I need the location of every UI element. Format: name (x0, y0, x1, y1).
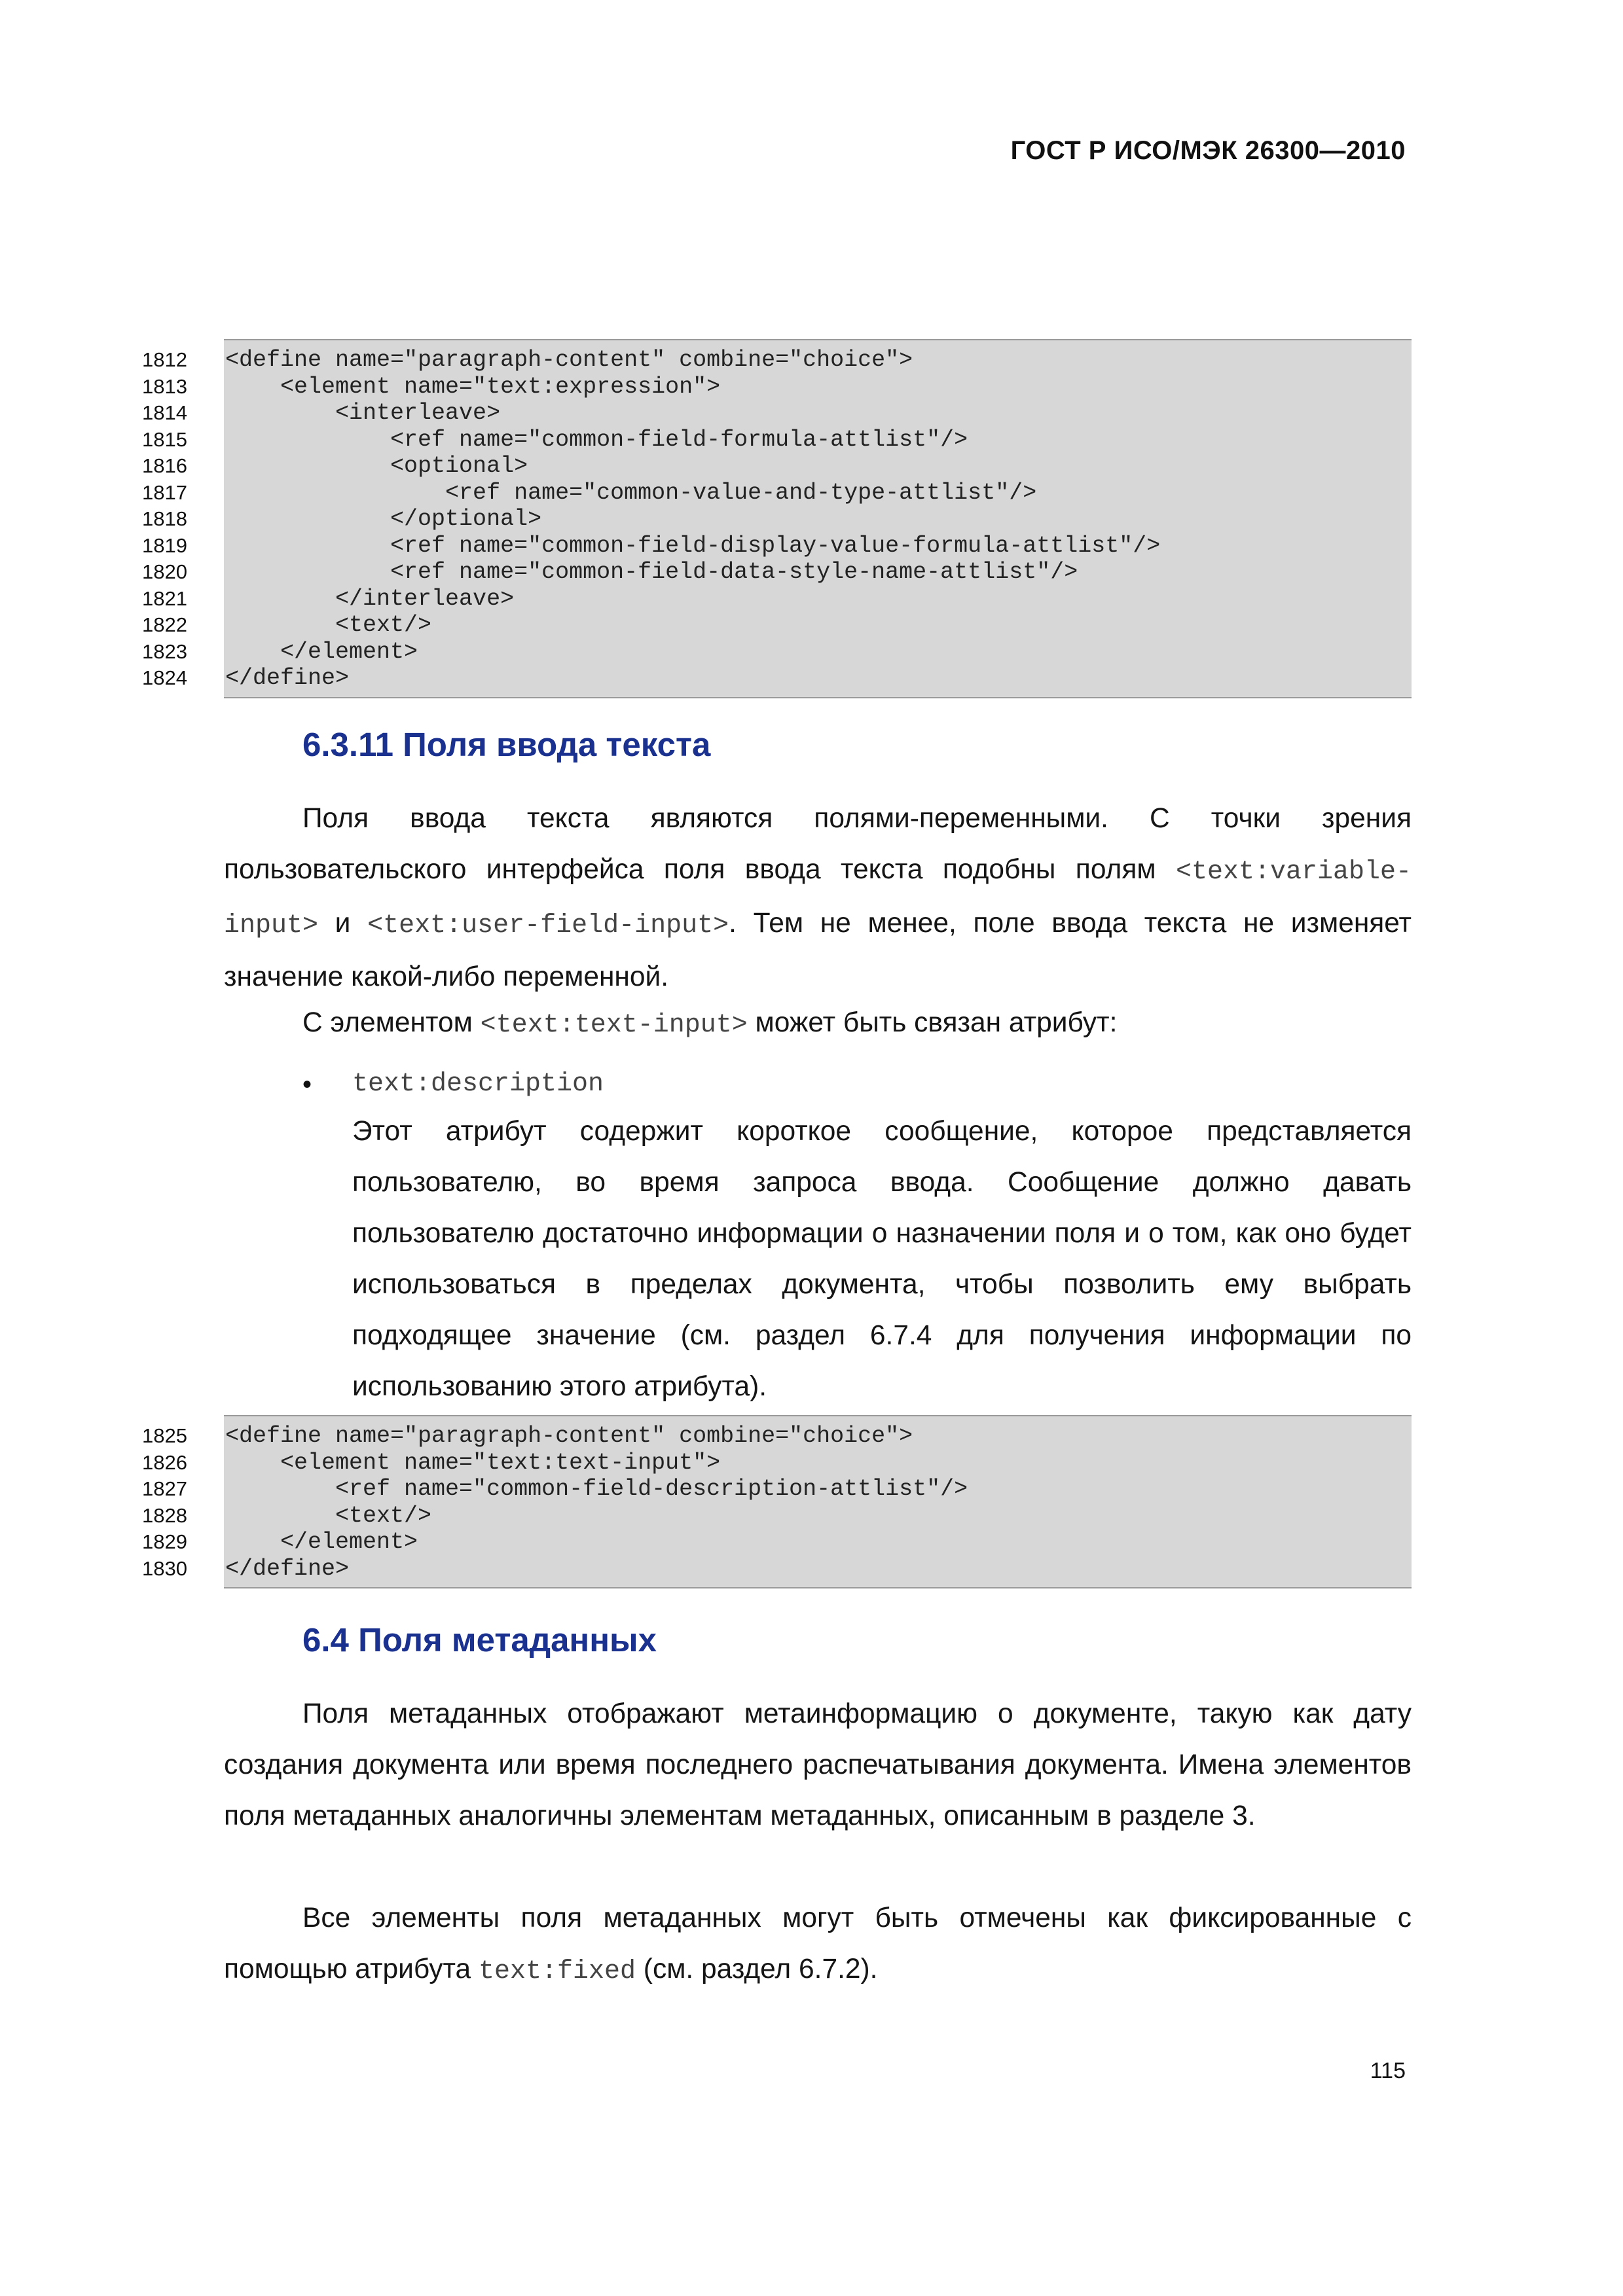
paragraph-attribute-intro (224, 997, 1412, 1051)
code-text: <ref name="common-field-display-value-formula-attlist"/> (225, 532, 1161, 559)
code-text: </element> (225, 638, 418, 665)
code-text: <text/> (225, 1502, 432, 1529)
code-text: <ref name="common-field-formula-attlist"/> (225, 426, 968, 453)
code-text: </define> (225, 1555, 350, 1582)
code-text: <text/> (225, 612, 432, 638)
code-line (142, 559, 1412, 586)
code-line (142, 506, 1412, 533)
inline-code: text:fixed (478, 1957, 636, 1986)
paragraph-text: . Тем не менее, поле ввода текста не изменяет значение какой-либо переменной. (224, 908, 1412, 992)
code-line (142, 347, 1412, 374)
attribute-name: text:description (352, 1069, 604, 1099)
code-text: </optional> (225, 506, 542, 532)
line-number: 1822 (142, 613, 187, 636)
code-line (142, 373, 1412, 401)
document-header: ГОСТ Р ИСО/МЭК 26300—2010 (1010, 136, 1406, 165)
code-line (142, 1476, 1412, 1503)
code-block-1 (142, 339, 1412, 698)
code-text: <define name="paragraph-content" combine="choice"> (225, 347, 913, 373)
code-block-2 (142, 1415, 1412, 1588)
code-line (142, 426, 1412, 454)
line-number: 1828 (142, 1503, 187, 1527)
page-number: 115 (1370, 2058, 1406, 2083)
line-number: 1823 (142, 639, 187, 663)
line-number: 1821 (142, 586, 187, 610)
paragraph-text: и (318, 908, 368, 939)
inline-code: <text:text-input> (480, 1011, 748, 1040)
code-text: <element name="text:text-input"> (225, 1449, 721, 1476)
paragraph-metadata-fixed (224, 1893, 1412, 1998)
line-number: 1818 (142, 507, 187, 530)
paragraph-text: Все элементы поля метаданных могут быть отмечены как фиксированные с помощью атрибута (224, 1903, 1412, 1984)
line-number: 1824 (142, 666, 187, 689)
line-number: 1816 (142, 454, 187, 477)
code-line (142, 453, 1412, 480)
line-number: 1812 (142, 348, 187, 371)
code-text: <interleave> (225, 400, 501, 426)
paragraph-text-input-fields (224, 793, 1412, 1003)
code-text: </element> (225, 1529, 418, 1555)
inline-code: <text:user-field-input> (367, 911, 729, 941)
code-text: <element name="text:expression"> (225, 373, 721, 400)
line-number: 1813 (142, 374, 187, 398)
paragraph-text: (см. раздел 6.7.2). (635, 1954, 878, 1984)
code-line (142, 479, 1412, 507)
section-heading-6-3-11: 6.3.11 Поля ввода текста (302, 726, 711, 763)
line-number: 1825 (142, 1424, 187, 1447)
code-line (142, 1449, 1412, 1477)
code-text: <define name="paragraph-content" combine="choice"> (225, 1423, 913, 1449)
line-number: 1819 (142, 533, 187, 557)
code-line (142, 638, 1412, 666)
code-line (142, 1502, 1412, 1530)
code-line (142, 532, 1412, 560)
paragraph-text: Поля ввода текста являются полями-переменными. С точки зрения пользовательского интерфейса поля ввода текста подобны полям (224, 803, 1412, 885)
paragraph-metadata-fields: Поля метаданных отображают метаинформацию о документе, такую как дату создания документа или время последнего распечатывания документа. Имена элементов поля метаданных аналогичны элементам метаданных, описанным в разделе 3. (224, 1698, 1412, 1831)
code-line (142, 612, 1412, 639)
line-number: 1827 (142, 1477, 187, 1500)
code-line (142, 1555, 1412, 1583)
code-line (142, 400, 1412, 427)
line-number: 1817 (142, 480, 187, 504)
inline-code: <text:variable-input> (224, 857, 1412, 941)
line-number: 1826 (142, 1450, 187, 1474)
paragraph-text: С элементом (302, 1007, 481, 1038)
code-text: <optional> (225, 453, 528, 479)
line-number: 1814 (142, 401, 187, 424)
line-number: 1820 (142, 560, 187, 583)
paragraph-text: может быть связан атрибут: (747, 1007, 1118, 1038)
code-text: <ref name="common-field-data-style-name-attlist"/> (225, 559, 1078, 585)
section-heading-6-4: 6.4 Поля метаданных (302, 1621, 657, 1659)
code-text: <ref name="common-field-description-attlist"/> (225, 1476, 968, 1502)
code-line (142, 1423, 1412, 1450)
code-line (142, 1529, 1412, 1556)
bullet-icon: • (302, 1070, 312, 1099)
line-number: 1829 (142, 1530, 187, 1553)
code-text: <ref name="common-value-and-type-attlist"/> (225, 479, 1037, 506)
code-line (142, 665, 1412, 692)
line-number: 1815 (142, 427, 187, 451)
code-line (142, 585, 1412, 613)
attribute-description: Этот атрибут содержит короткое сообщение, которое представляется пользователю, во время запроса ввода. Сообщение должно давать пользователю достаточно информации о назначении поля и о том, как оно будет использоваться в пределах документа, чтобы позволить ему выбрать подходящее значение (см. раздел 6.7.4 для получения информации по использованию этого атрибута). (352, 1116, 1412, 1402)
code-text: </interleave> (225, 585, 515, 612)
code-text: </define> (225, 665, 350, 691)
line-number: 1830 (142, 1556, 187, 1580)
